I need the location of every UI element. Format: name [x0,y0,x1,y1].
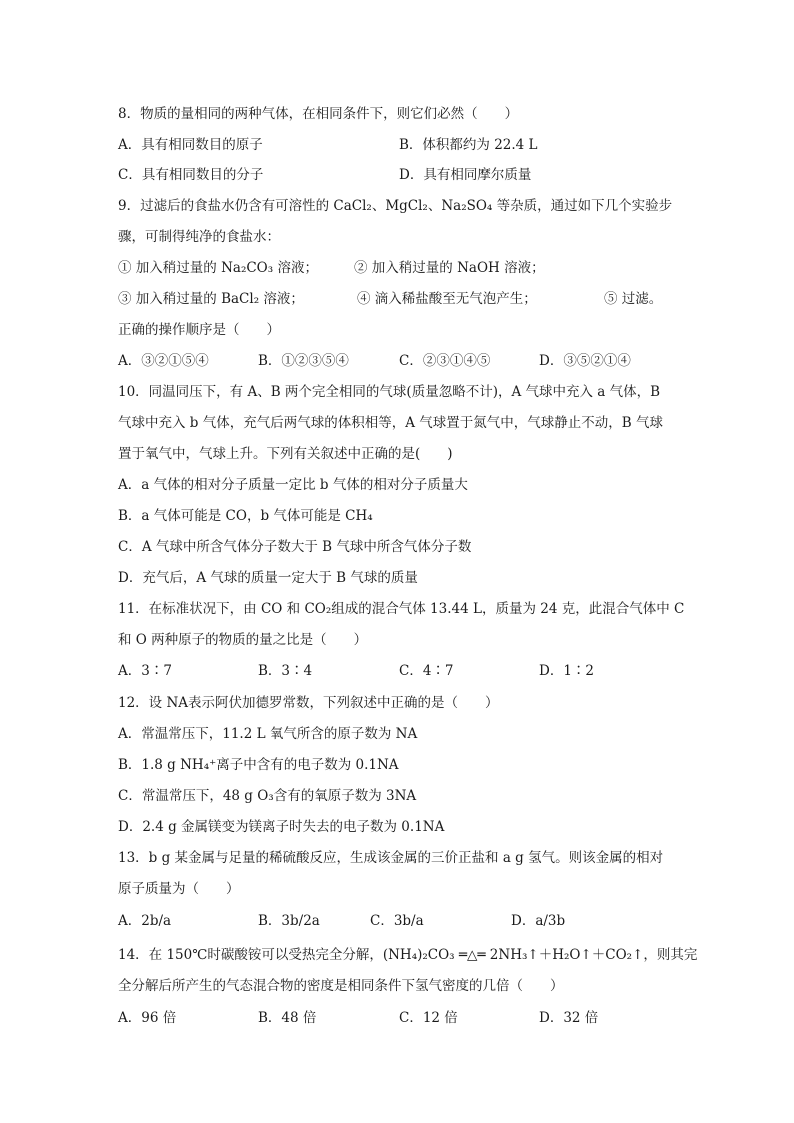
q13-option-b: B．3b/2a [258,913,320,929]
q14-stem-line2: 全分解后所产生的气态混合物的密度是相同条件下氢气密度的几倍（ ） [118,978,564,994]
q14-option-b: B．48 倍 [258,1010,317,1026]
q9-stem-line2: 骤，可制得纯净的食盐水： [118,229,280,245]
q10-option-d: D．充气后，A 气球的质量一定大于 B 气球的质量 [118,570,418,586]
q8-stem: 8．物质的量相同的两种气体，在相同条件下，则它们必然（ ） [118,106,519,122]
q11-option-a: A．3∶7 [118,663,172,679]
q14-option-d: D．32 倍 [539,1010,599,1026]
q9-stem-line1: 9．过滤后的食盐水仍含有可溶性的 CaCl₂、MgCl₂、Na₂SO₄ 等杂质，通过如下几个实验步 [118,198,673,214]
q9-step-3: ③ 加入稍过量的 BaCl₂ 溶液； [118,291,304,307]
q12-stem: 12．设 NA表示阿伏加德罗常数，下列叙述中正确的是（ ） [118,695,499,711]
q9-step-4: ④ 滴入稀盐酸至无气泡产生； [357,291,537,307]
q12-option-b: B．1.8 g NH₄⁺离子中含有的电子数为 0.1NA [118,757,399,773]
q11-stem-line2: 和 O 两种原子的物质的量之比是（ ） [118,632,368,648]
q10-stem-line1: 10．同温同压下，有 A、B 两个完全相同的气球(质量忽略不计)，A 气球中充入 a 气体，B [118,384,661,400]
q8-option-a: A．具有相同数目的原子 [118,137,263,153]
q13-option-c: C．3b/a [370,913,424,929]
q12-option-c: C．常温常压下，48 g O₃含有的氧原子数为 3NA [118,788,417,804]
q9-ask: 正确的操作顺序是（ ） [118,322,280,338]
q9-option-a: A．③②①⑤④ [118,353,209,369]
q11-stem-line1: 11．在标准状况下，由 CO 和 CO₂组成的混合气体 13.44 L，质量为 24 克，此混合气体中 C [118,601,685,617]
q14-option-a: A．96 倍 [118,1010,177,1026]
q8-option-d: D．具有相同摩尔质量 [399,167,532,183]
q8-option-c: C．具有相同数目的分子 [118,167,264,183]
q9-option-c: C．②③①④⑤ [399,353,491,369]
q13-stem-line2: 原子质量为（ ） [118,881,240,897]
q9-step-2: ② 加入稍过量的 NaOH 溶液； [354,260,545,276]
q14-option-c: C．12 倍 [399,1010,458,1026]
q12-option-d: D．2.4 g 金属镁变为镁离子时失去的电子数为 0.1NA [118,819,445,835]
q10-option-b: B．a 气体可能是 CO，b 气体可能是 CH₄ [118,508,373,524]
q10-option-c: C．A 气球中所含气体分子数大于 B 气球中所含气体分子数 [118,539,472,555]
q10-stem-line2: 气球中充入 b 气体，充气后两气球的体积相等，A 气球置于氮气中，气球静止不动，B 气球 [118,415,663,431]
q13-option-a: A．2b/a [118,913,172,929]
q10-stem-line3: 置于氧气中，气球上升。下列有关叙述中正确的是( ) [118,446,453,462]
q11-option-b: B．3∶4 [258,663,313,679]
q9-option-b: B．①②③⑤④ [258,353,349,369]
q14-stem-line1: 14．在 150℃时碳酸铵可以受热完全分解，(NH₄)₂CO₃ ═△═ 2NH₃↑＋H₂O↑＋CO₂↑，则其完 [118,947,698,963]
q9-step-1: ① 加入稍过量的 Na₂CO₃ 溶液； [118,260,318,276]
q13-stem-line1: 13．b g 某金属与足量的稀硫酸反应，生成该金属的三价正盐和 a g 氢气。则该金属的相对 [118,850,664,866]
q11-option-d: D．1∶2 [539,663,595,679]
q9-option-d: D．③⑤②①④ [539,353,631,369]
q13-option-d: D．a/3b [511,913,566,929]
q12-option-a: A．常温常压下，11.2 L 氧气所含的原子数为 NA [118,726,418,742]
q11-option-c: C．4∶7 [399,663,454,679]
q9-step-5: ⑤ 过滤。 [604,291,663,307]
q8-option-b: B．体积都约为 22.4 L [399,137,538,153]
q10-option-a: A．a 气体的相对分子质量一定比 b 气体的相对分子质量大 [118,477,468,493]
